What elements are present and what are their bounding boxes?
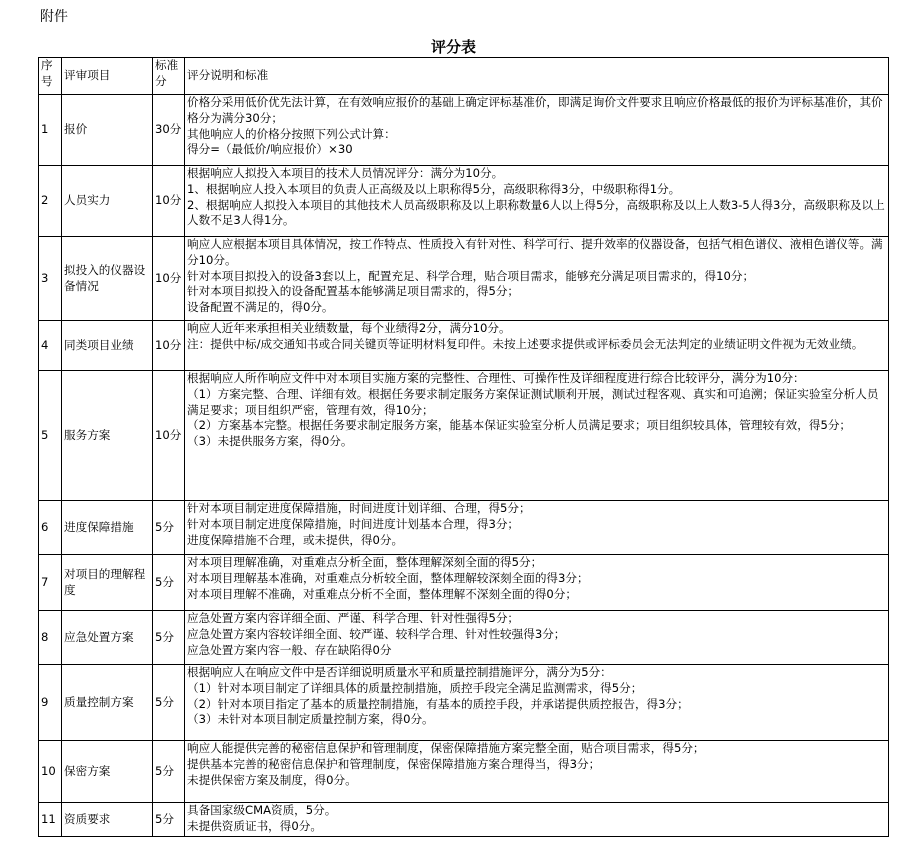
description-line: 应急处置方案内容详细全面、严谨、科学合理、针对性强得5分； — [187, 611, 520, 625]
row-number: 9 — [39, 665, 62, 741]
table-row — [39, 371, 889, 501]
row-score: 30分 — [153, 95, 185, 166]
row-item: 同类项目业绩 — [62, 321, 153, 371]
description-line: 未提供保密方案及制度，得0分。 — [187, 772, 357, 787]
table-row — [39, 741, 889, 803]
row-description — [185, 166, 889, 237]
row-item: 保密方案 — [62, 741, 153, 803]
description-line: 响应人能提供完善的秘密信息保护和管理制度，保密保障措施方案完整全面，贴合项目需求，得5分； — [187, 741, 705, 755]
row-number: 7 — [39, 555, 62, 611]
header-desc: 评分说明和标准 — [185, 58, 889, 95]
row-score: 5分 — [153, 555, 185, 611]
description-line: 设备配置不满足的，得0分。 — [187, 300, 334, 315]
row-score: 10分 — [153, 237, 185, 321]
description-line: 针对本项目拟投入的设备配置基本能够满足项目需求的，得5分； — [187, 284, 520, 299]
header-score: 标准分 — [153, 58, 185, 95]
description-line: （1）针对本项目制定了详细具体的质量控制措施，质控手段完全满足监测需求，得5分； — [187, 680, 643, 695]
row-number: 11 — [39, 803, 62, 837]
row-item: 服务方案 — [62, 371, 153, 501]
row-number: 8 — [39, 611, 62, 665]
row-description — [185, 237, 889, 321]
row-number: 1 — [39, 95, 62, 166]
row-description — [185, 555, 889, 611]
description-line: 2、根据响应人拟投入本项目的其他技术人员高级职称及以上职称数量6人以上得5分，高级职称及以上人数3-5人得3分，高级职称及以上人数不足3人得1分。 — [187, 197, 885, 228]
row-score: 5分 — [153, 501, 185, 555]
description-line: 1、根据响应人投入本项目的负责人正高级及以上职称得5分，高级职称得3分，中级职称得1分。 — [187, 181, 681, 196]
row-description — [185, 803, 889, 837]
description-line: 根据响应人拟投入本项目的技术人员情况评分：满分为10分。 — [187, 166, 504, 180]
header-no: 序号 — [39, 58, 62, 95]
description-line: 注：提供中标/成交通知书或合同关键页等证明材料复印件。未按上述要求提供或评标委员会无法判定的业绩证明文件视为无效业绩。 — [187, 336, 864, 351]
description-line: 针对本项目制定进度保障措施，时间进度计划详细、合理，得5分； — [187, 501, 531, 515]
row-score: 5分 — [153, 611, 185, 665]
table-header-row — [39, 58, 889, 95]
row-description — [185, 665, 889, 741]
table-row — [39, 166, 889, 237]
description-line: 针对本项目制定进度保障措施，时间进度计划基本合理，得3分； — [187, 516, 520, 531]
row-number: 5 — [39, 371, 62, 501]
description-line: 进度保障措施不合理，或未提供，得0分。 — [187, 532, 404, 547]
description-line: 应急处置方案内容较详细全面、较严谨、较科学合理、针对性较强得3分； — [187, 626, 566, 641]
row-item: 报价 — [62, 95, 153, 166]
row-description — [185, 95, 889, 166]
table-row — [39, 611, 889, 665]
description-line: 具备国家级CMA资质，5分。 — [187, 803, 337, 817]
description-line: 价格分采用低价优先法计算，在有效响应报价的基础上确定评标基准价，即满足询价文件要求且响应价格最低的报价为评标基准价，其价格分为满分30分； — [187, 95, 883, 125]
description-line: 对本项目理解准确，对重难点分析全面，整体理解深刻全面的得5分； — [187, 555, 543, 569]
row-number: 4 — [39, 321, 62, 371]
row-item: 人员实力 — [62, 166, 153, 237]
row-number: 2 — [39, 166, 62, 237]
row-description — [185, 611, 889, 665]
row-number: 10 — [39, 741, 62, 803]
table-row — [39, 803, 889, 837]
row-number: 3 — [39, 237, 62, 321]
row-score: 10分 — [153, 321, 185, 371]
description-line: 得分=（最低价/响应报价）×30 — [187, 142, 353, 157]
row-score: 5分 — [153, 803, 185, 837]
row-item: 进度保障措施 — [62, 501, 153, 555]
table-row — [39, 665, 889, 741]
description-line: （3）未提供服务方案，得0分。 — [187, 434, 353, 449]
row-item: 质量控制方案 — [62, 665, 153, 741]
header-item: 评审项目 — [62, 58, 153, 95]
row-description — [185, 741, 889, 803]
description-line: 根据响应人所作响应文件中对本项目实施方案的完整性、合理性、可操作性及详细程度进行综合比较评分，满分为10分： — [187, 371, 805, 385]
description-line: 未提供资质证书，得0分。 — [187, 818, 322, 833]
row-item: 应急处置方案 — [62, 611, 153, 665]
table-row — [39, 555, 889, 611]
row-description — [185, 501, 889, 555]
description-line: 应急处置方案内容一般、存在缺陷得0分 — [187, 642, 392, 657]
page-title: 评分表 — [430, 38, 476, 56]
row-score: 5分 — [153, 741, 185, 803]
row-score: 5分 — [153, 665, 185, 741]
row-item: 拟投入的仪器设备情况 — [62, 237, 153, 321]
description-line: 针对本项目拟投入的设备3套以上，配置充足、科学合理，贴合项目需求，能够充分满足项目需求的，得10分； — [187, 268, 755, 283]
description-line: 响应人近年来承担相关业绩数量，每个业绩得2分，满分10分。 — [187, 321, 511, 335]
description-line: 根据响应人在响应文件中是否详细说明质量水平和质量控制措施评分，满分为5分： — [187, 665, 612, 679]
scoring-table — [38, 57, 889, 837]
description-line: 对本项目理解基本准确，对重难点分析较全面，整体理解较深刻全面的得3分； — [187, 570, 589, 585]
description-line: （2）方案基本完整。根据任务要求制定服务方案，能基本保证实验室分析人员满足要求；项目组织较具体，管理较有效，得5分； — [187, 418, 852, 433]
table-row — [39, 237, 889, 321]
row-number: 6 — [39, 501, 62, 555]
description-line: （3）未针对本项目制定质量控制方案，得0分。 — [187, 712, 434, 727]
description-line: 响应人应根据本项目具体情况，按工作特点、性质投入有针对性、科学可行、提升效率的仪器设备，包括气相色谱仪、液相色谱仪等。满分10分。 — [187, 237, 883, 267]
table-row — [39, 321, 889, 371]
description-line: （2）针对本项目指定了基本的质量控制措施，有基本的质控手段，并承诺提供质控报告，得3分； — [187, 696, 689, 711]
row-description — [185, 371, 889, 501]
description-line: 提供基本完善的秘密信息保护和管理制度，保密保障措施方案合理得当，得3分； — [187, 756, 601, 771]
table-row — [39, 95, 889, 166]
description-line: 其他响应人的价格分按照下列公式计算： — [187, 126, 396, 141]
row-item: 资质要求 — [62, 803, 153, 837]
row-score: 10分 — [153, 371, 185, 501]
row-description — [185, 321, 889, 371]
attachment-label: 附件 — [40, 9, 68, 25]
table-row — [39, 501, 889, 555]
row-score: 10分 — [153, 166, 185, 237]
row-item: 对项目的理解程度 — [62, 555, 153, 611]
description-line: （1）方案完整、合理、详细有效。根据任务要求制定服务方案保证测试顺利开展，测试过程客观、真实和可追溯；保证实验室分析人员满足要求；项目组织严密，管理有效，得10分； — [187, 386, 879, 417]
description-line: 对本项目理解不准确，对重难点分析不全面，整体理解不深刻全面的得0分； — [187, 586, 577, 601]
